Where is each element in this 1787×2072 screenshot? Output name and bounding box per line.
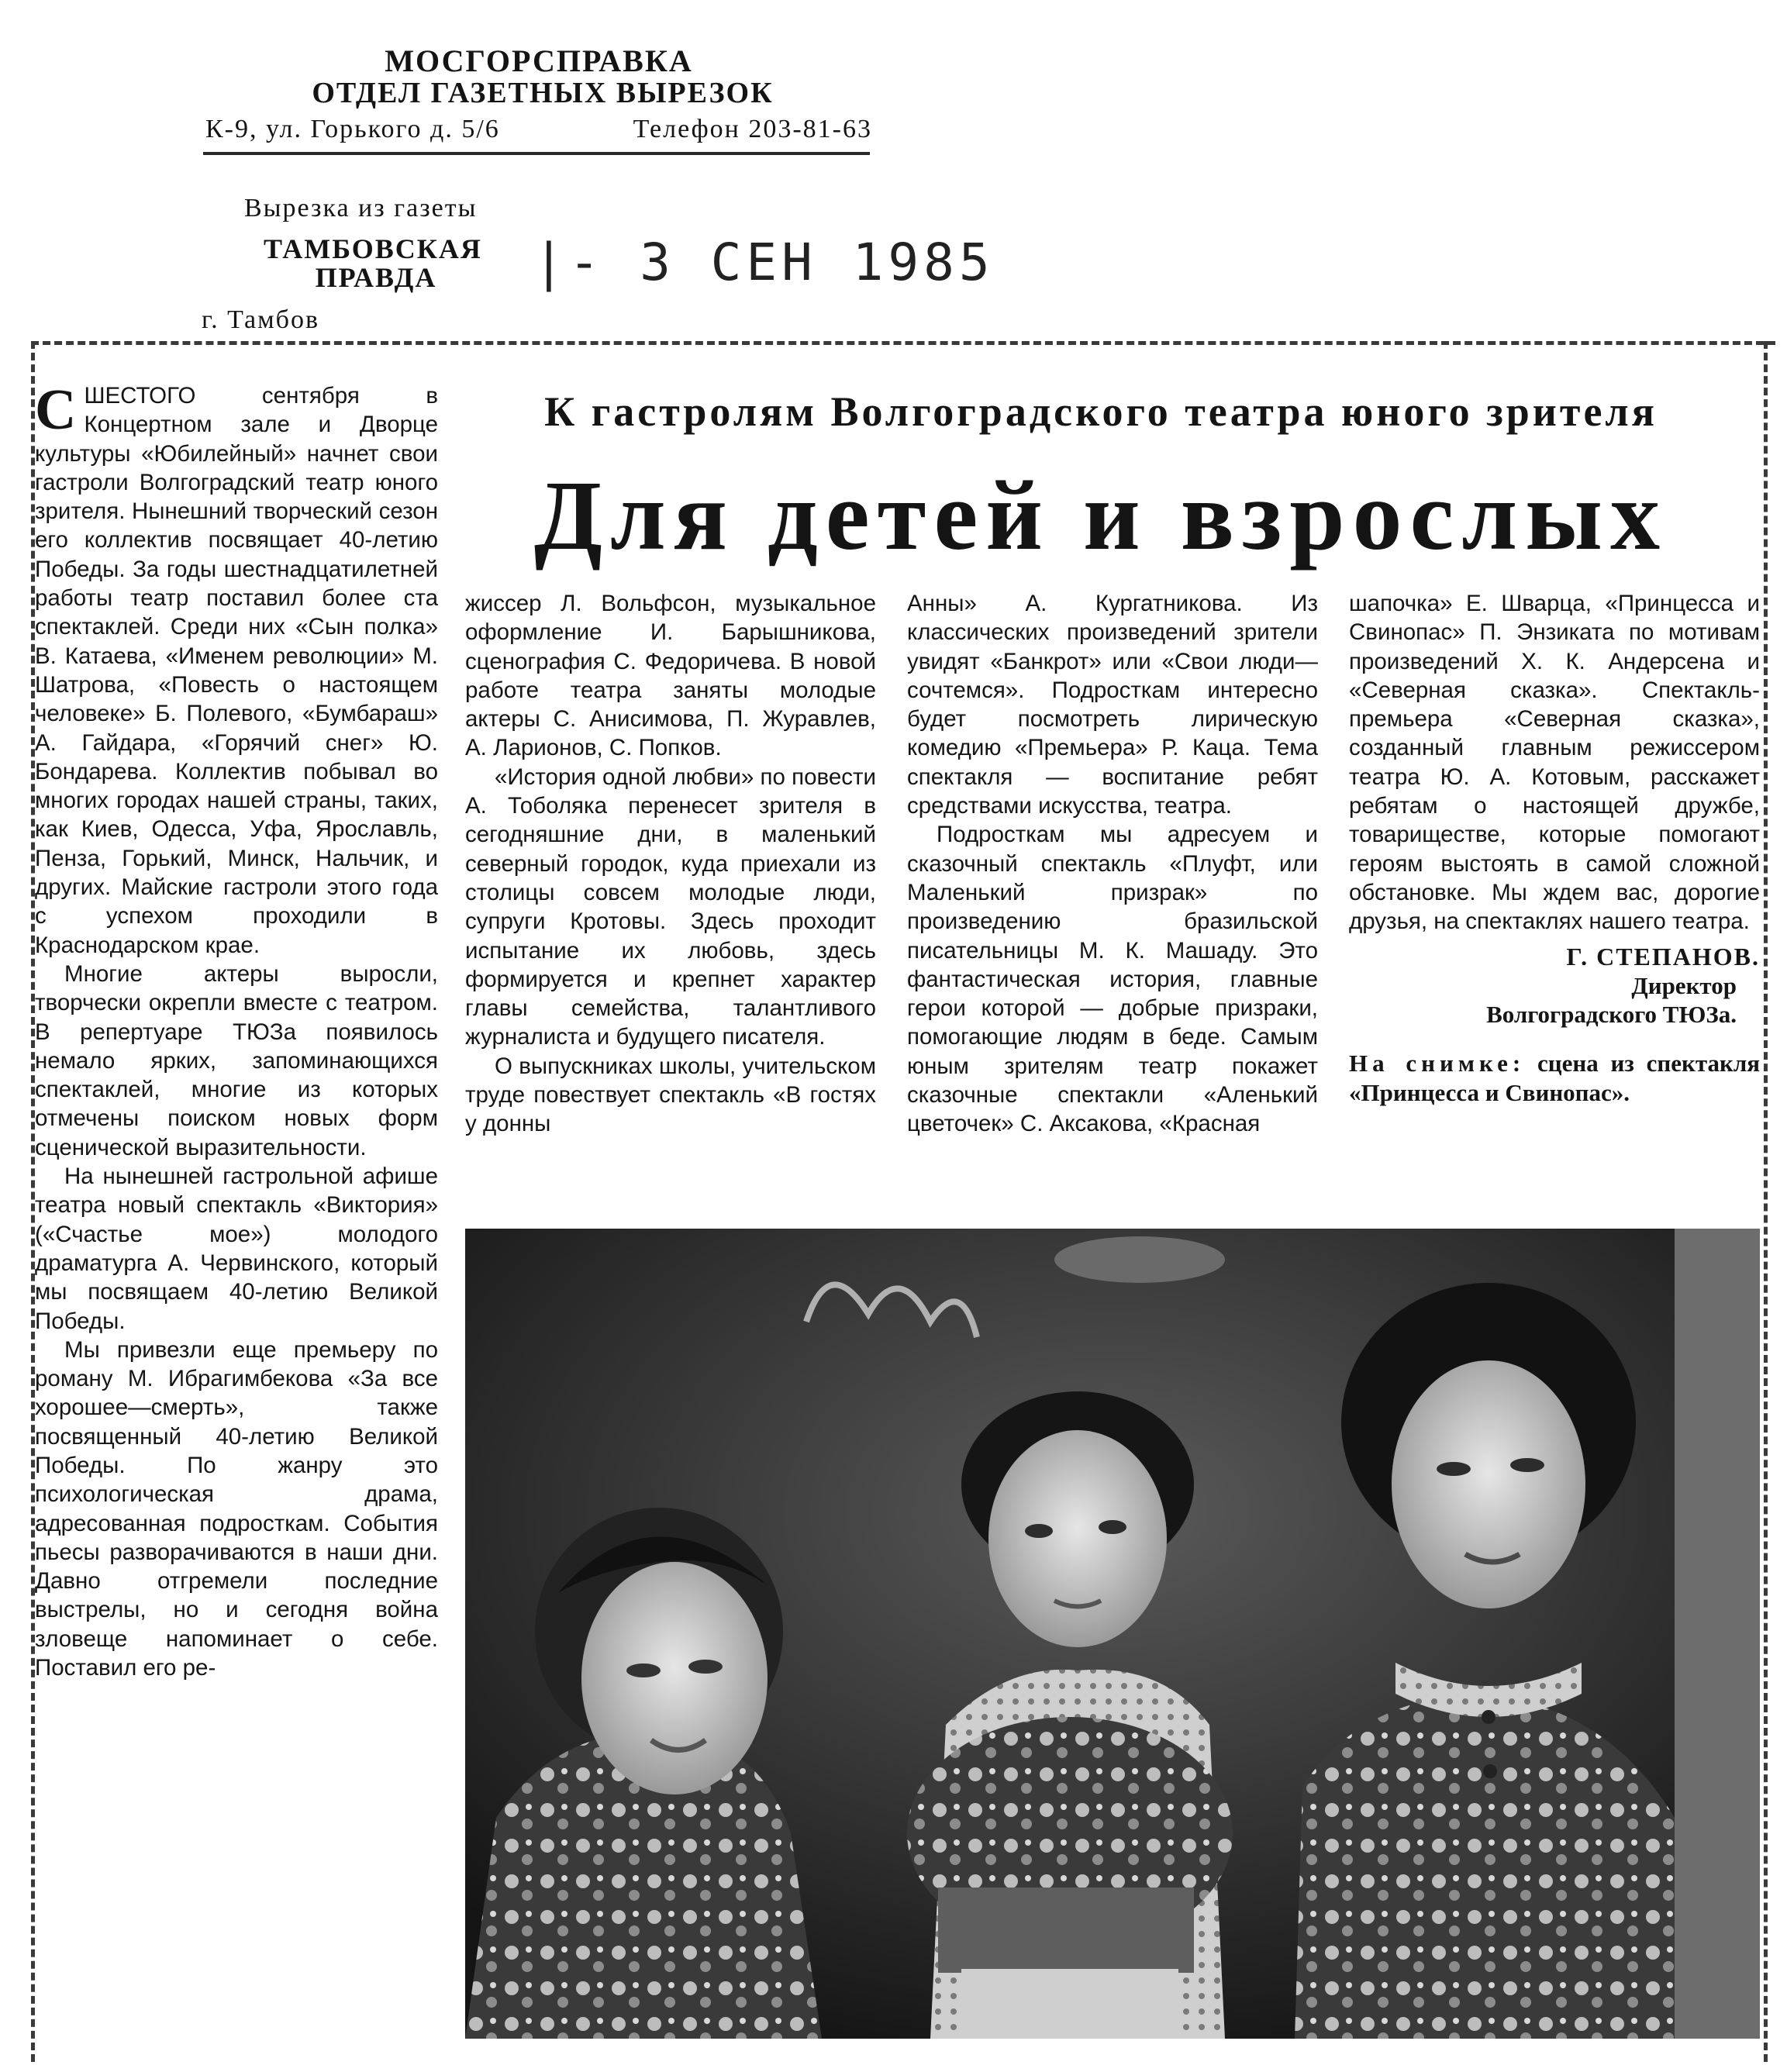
clipping-cut-top <box>31 341 1775 345</box>
paragraph: шапочка» Е. Шварца, «Принцесса и Свинопас» П. Энзиката по мотивам произведений Х. К. Андерсена и «Северная сказка». Спектакль-премьера «Северная сказка», созданный главным режиссером театра Ю. А. Котовым, расскажет ребятам о настоящей дружбе, товариществе, которые помогают героям выстоять в самой сложной обстановке. Мы ждем вас, дорогие друзья, на спектаклях нашего театра. <box>1349 591 1760 935</box>
stamp-underline <box>203 152 870 155</box>
paragraph: На нынешней гастрольной афише театра новый спектакль «Виктория» («Счастье мое») молодого драматурга А. Червинского, который мы посвящаем 40-летию Великой Победы. <box>35 1164 438 1334</box>
author-organization: Волгоградского ТЮЗа. <box>1486 1001 1737 1029</box>
article-column-1 <box>35 378 438 1682</box>
paragraph <box>35 378 438 960</box>
paragraph: Подросткам мы адресуем и сказочный спектакль «Плуфт, или Маленький призрак» по произведению бразильской писательницы М. К. Машаду. Это фантастическая история, главные герои которой — добрые призраки, помогающие людям в беде. Самым юным зрителям театр покажет сказочные спектакли «Аленький цветочек» С. Аксакова, «Красная <box>907 822 1318 1137</box>
paragraph: жиссер Л. Вольфсон, музыкальное оформление И. Барышникова, сценография С. Федоричева. В новой работе театра заняты молодые актеры С. Анисимова, П. Журавлев, А. Ларионов, С. Попков. <box>465 591 876 761</box>
agency-phone: Телефон 203-81-63 <box>633 115 872 143</box>
article-kicker: К гастролям Волгоградского театра юного зрителя <box>544 388 1658 435</box>
author-signature: Г. СТЕПАНОВ. <box>1566 942 1760 970</box>
scene-photo <box>465 1229 1760 2039</box>
paragraph: Мы привезли еще премьеру по роману М. Ибрагимбекова «За все хорошее—смерть», также посвященный 40-летию Великой Победы. По жанру это психологическая драма, адресованная подросткам. События пьесы разворачиваются в наши дни. Давно отгремели последние выстрелы, но и сегодня война зловеще напоминает о себе. Поставил его ре- <box>35 1336 438 1681</box>
paragraph: О выпускниках школы, учительском труде повествует спектакль «В гостях у донны <box>465 1053 876 1137</box>
paragraph-text: ШЕСТОГО сентября в Концертном зале и Дворце культуры «Юбилейный» начнет свои гастроли Волгоградский театр юного зрителя. Нынешний творческий сезон его коллектив посвящает 40-летию Победы. За годы шестнадцатилетней работы театр поставил более ста спектаклей. Среди них «Сын полка» В. Катаева, «Именем революции» М. Шатрова, «Повесть о настоящем человеке» Б. Полевого, «Бумбараш» А. Гайдара, «Горячий снег» Ю. Бондарева. Коллектив побывал во многих городах нашей страны, таких, как Киев, Одесса, Уфа, Ярославль, Пенза, Горький, Минск, Нальчик, и других. Майские гастроли этого года с успехом проходили в Краснодарском крае. <box>35 383 438 958</box>
caption-lead: На снимке: <box>1349 1050 1526 1077</box>
photo-caption <box>1349 1049 1760 1108</box>
caption-text: сцена из спектакля «Принцесса и Свинопас». <box>1349 1050 1761 1107</box>
newspaper-name-line1: ТАМБОВСКАЯ <box>264 233 482 264</box>
department-name: ОТДЕЛ ГАЗЕТНЫХ ВЫРЕЗОК <box>312 77 774 109</box>
newspaper-name-line2: ПРАВДА <box>315 262 437 293</box>
article-column-3 <box>907 589 1318 1139</box>
article-headline: Для детей и взрослых <box>533 460 1668 571</box>
agency-name: МОСГОРСПРАВКА <box>385 43 693 78</box>
author-title: Директор <box>1631 971 1737 999</box>
agency-address: К-9, ул. Горького д. 5/6 <box>205 115 500 143</box>
paragraph: «История одной любви» по повести А. Тоболяка перенесет зрителя в сегодняшние дни, в маленький северный городок, куда приехали из столицы совсем молодые люди, супруги Кротовы. Здесь проходит испытание их любовь, здесь формируется и крепнет характер главы семейства, талантливого журналиста и будущего писателя. <box>465 764 876 1050</box>
paragraph: Анны» А. Кургатникова. Из классических произведений зрители увидят «Банкрот» или «Свои люди—сочтемся». Подросткам интересно будет посмотреть лирическую комедию «Премьера» Р. Каца. Тема спектакля — воспитание ребят средствами искусства, театра. <box>907 591 1318 819</box>
article-column-4 <box>1349 589 1760 1108</box>
scene-photo-image <box>465 1229 1760 2039</box>
paragraph: Многие актеры выросли, творчески окрепли вместе с театром. В репертуаре ТЮЗа появилось немало ярких, запоминающихся спектаклей, многие из которых отмечены поиском новых форм сценической выразительности. <box>35 960 438 1160</box>
clip-label: Вырезка из газеты <box>244 194 478 222</box>
newspaper-city: г. Тамбов <box>202 305 319 334</box>
clipping-cut-right <box>1764 341 1768 2062</box>
drop-cap: С <box>35 378 77 442</box>
article-column-2 <box>465 589 876 1139</box>
date-stamp: |- 3 СЕН 1985 <box>533 233 995 292</box>
